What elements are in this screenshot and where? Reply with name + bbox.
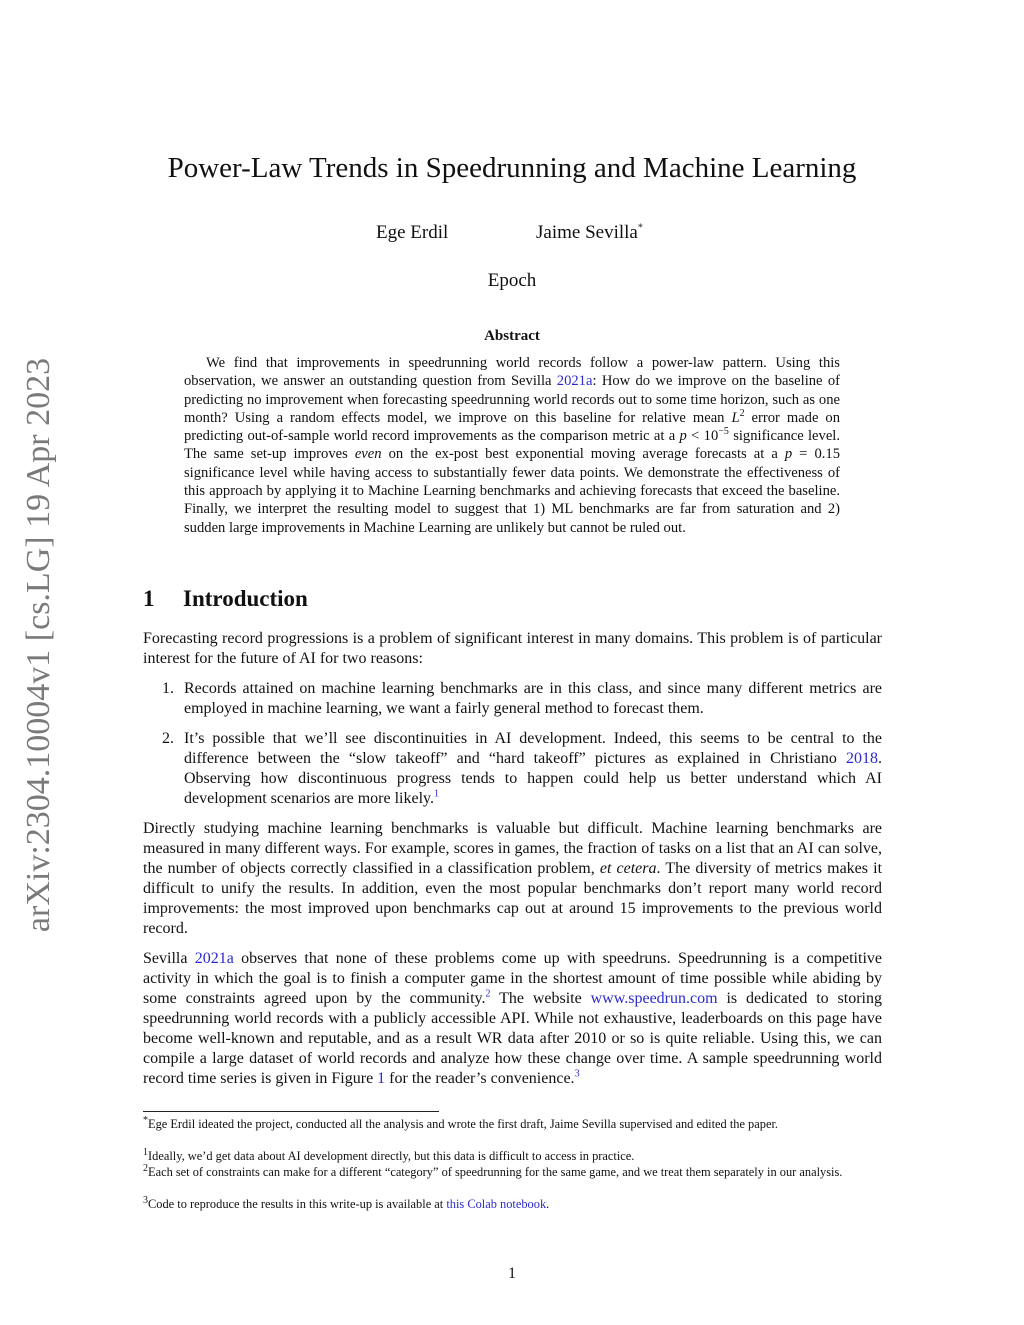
paper-title: Power-Law Trends in Speedrunning and Machine Learning [167,152,857,184]
intro-paragraph: Forecasting record progressions is a problem of significant interest in many domains. This problem is of particular interest for the future of AI for two reasons: [143,630,882,667]
figure-link[interactable]: 1 [377,1070,386,1087]
affiliation: Epoch [487,270,537,291]
footnote: $^2$Each set of constraints can make for a different “category” of speedrunning for the same game, and we treat them separately in our analysis. [143,1162,843,1179]
page-number: 1 [508,1265,516,1282]
colab-link[interactable]: this Colab notebook [446,1197,547,1211]
abstract-body: We find that improvements in speedrunning world records follow a power-law pattern. Using this observation, we answer an outstanding question from Sevilla 2021a: How do we improve on the baseline of predicting no improvement when forecasting speedrunning world records out to some time horizon, such as one month? Using a random effects model, we improve on this baseline for relative mean $L^2$ error made on predicting out-of-sample world record improvements as the comparison metric at a $p < 10^{-5}$ significance level. The same set-up improves even on the ex-post best exponential moving average forecasts at a p = 0.15 significance level while having access to substantially fewer data points. We demonstrate the effectiveness of this approach by applying it to Machine Learning benchmarks and achieving forecasts that exceed the baseline. Finally, we interpret the resulting model to suggest that 1) ML benchmarks are far from saturation and 2) sudden large improvements in Machine Learning are unlikely but cannot be ruled out. [184,355,841,536]
footnote-rule [143,1111,439,1112]
citation-link[interactable]: 2021a [556,373,593,390]
footnote: $^3$Code to reproduce the results in this write-up is available at this Colab notebook. [143,1194,550,1211]
citation-link[interactable]: 2018 [846,750,878,767]
numbered-list [143,679,882,819]
footnote-ref[interactable]: 3 [574,1068,580,1080]
arxiv-identifier: arXiv:2304.10004v1 [cs.LG] 19 Apr 2023 [20,357,57,933]
author-mark: * [637,222,643,234]
section-heading: 1 Introduction [143,586,308,611]
list-item: 1. Records attained on machine learning benchmarks are in this class, and since many different metrics are employed in machine learning, we want a fairly general method to forecast them. [162,680,882,717]
citation-link[interactable]: 2021a [194,950,234,967]
footnote-ref[interactable]: 2 [485,988,491,1000]
abstract-heading: Abstract [484,328,540,344]
author-1: Ege Erdil [376,222,449,243]
footnote: $^1$Ideally, we’d get data about AI development directly, but this data is difficult to access in practice. [143,1146,635,1163]
author-2: Jaime Sevilla* [536,222,643,243]
list-item: 2. It’s possible that we’ll see discontinuities in AI development. Indeed, this seems to be central to the difference between the “slow takeoff” and “hard takeoff” pictures as explained in Christiano 2018. Observing how discontinuous progress tends to happen could help us better understand which AI development scenarios are more likely.$^1$ [162,730,882,807]
body-paragraph: Directly studying machine learning benchmarks is valuable but difficult. Machine learning benchmarks are measured in many different ways. For example, scores in games, the fraction of tasks on a list that an AI can solve, the number of objects correctly classified in a classification problem, et cetera. The diversity of metrics makes it difficult to unify the results. In addition, even the most popular benchmarks don’t report many world record improvements: the most improved upon benchmarks cap out at around 15 improvements to the previous world record. [143,820,883,937]
footnote-ref[interactable]: 1 [433,788,439,800]
body-paragraph: Sevilla 2021a observes that none of these problems come up with speedruns. Speedrunning is a competitive activity in which the goal is to finish a computer game in the shortest amount of time possible while abiding by some constraints agreed upon by the community.$^2$ The website www.speedrun.com is dedicated to storing speedrunning world records with a publicly accessible API. While not exhaustive, leaderboards on this page have become well-known and reputable, and as a result WR data after 2010 or so is quite reliable. Using this, we can compile a large dataset of world records and analyze how these change over time. A sample speedrunning world record time series is given in Figure 1 for the reader’s convenience.$^3$ [143,950,882,1087]
footnote: *Ege Erdil ideated the project, conducted all the analysis and wrote the first draft, Jaime Sevilla supervised and edited the paper. [143,1114,778,1131]
url-link[interactable]: www.speedrun.com [590,990,718,1007]
